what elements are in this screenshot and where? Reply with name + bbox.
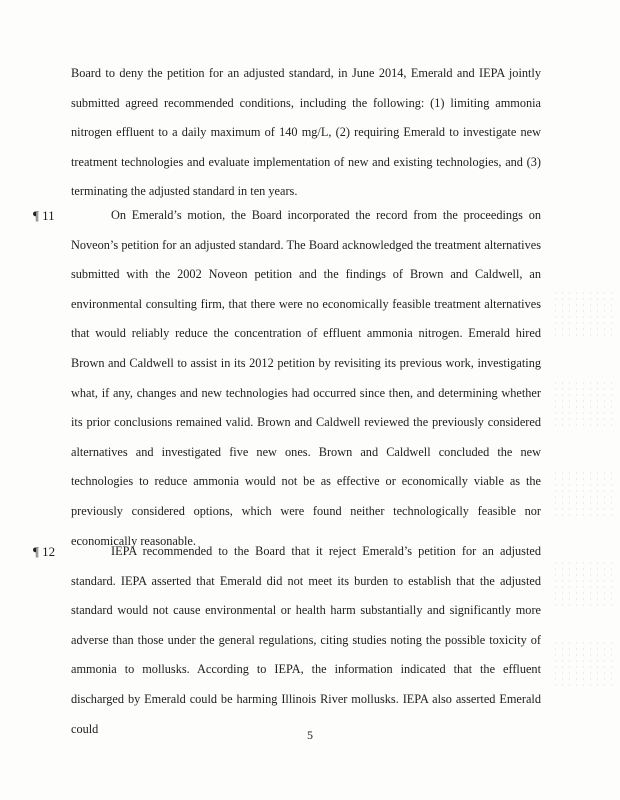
scan-artifact (552, 470, 612, 520)
paragraph-text: IEPA recommended to the Board that it reject Emerald’s petition for an adjusted standard. IEPA asserted that Emerald did not meet its burden to establish that the adjusted standard would not cause environmental or health harm substantially and significantly more adverse than those under the general regulations, citing studies noting the possible toxicity of ammonia to mollusks. According to IEPA, the information indicated that the effluent discharged by Emerald could be harming Illinois River mollusks. IEPA also asserted Emerald could (71, 544, 541, 736)
paragraph-11 (71, 201, 541, 556)
paragraph-text: On Emerald’s motion, the Board incorporated the record from the proceedings on Noveon’s petition for an adjusted standard. The Board acknowledged the treatment alternatives submitted with the 2002 Noveon petition and the findings of Brown and Caldwell, an environmental consulting firm, that there were no economically feasible treatment alternatives that would reliably reduce the concentration of effluent ammonia nitrogen. Emerald hired Brown and Caldwell to assist in its 2012 petition by revisiting its previous work, investigating what, if any, changes and new technologies had occurred since then, and determining whether its prior conclusions remained valid. Brown and Caldwell reviewed the previously considered alternatives and investigated five new ones. Brown and Caldwell concluded the new technologies to reduce ammonia would not be as effective or economically viable as the previously considered options, which were found neither technologically feasible nor economically reasonable. (71, 208, 541, 548)
scan-artifact (552, 290, 612, 340)
paragraph-continuation (71, 59, 541, 207)
scan-artifact (552, 640, 612, 690)
scan-artifact (552, 560, 612, 610)
paragraph-number-12: ¶ 12 (33, 544, 56, 559)
paragraph-text: Board to deny the petition for an adjusted standard, in June 2014, Emerald and IEPA jointly submitted agreed recommended conditions, including the following: (1) limiting ammonia nitrogen effluent to a daily maximum of 140 mg/L, (2) requiring Emerald to investigate new treatment technologies and evaluate implementation of new and existing technologies, and (3) terminating the adjusted standard in ten years. (71, 66, 541, 199)
page-number: 5 (307, 728, 313, 742)
paragraph-12 (71, 537, 541, 744)
scan-artifact (552, 380, 612, 430)
paragraph-number-11: ¶ 11 (33, 208, 55, 223)
